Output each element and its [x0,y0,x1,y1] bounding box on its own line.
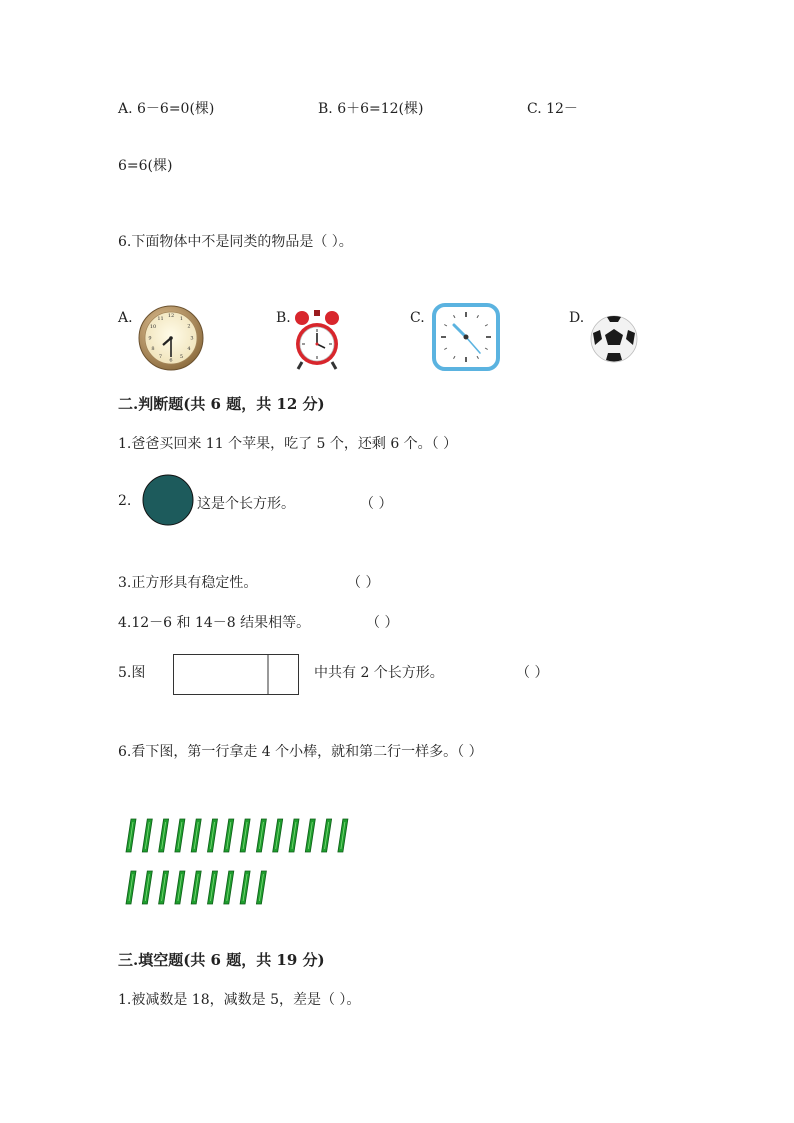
svg-text:3: 3 [190,335,194,342]
svg-text:2: 2 [187,323,191,330]
fill-question-1: 1.被减数是 18，减数是 5，差是（ ）。 [118,992,361,1008]
row-1-stick [273,819,283,852]
judge-question-3: 3.正方形具有稳定性。 [118,575,258,591]
wall-clock-icon [138,305,204,371]
svg-text:7: 7 [158,354,163,360]
row-1-stick [191,819,201,852]
judge-question-2-number: 2. [118,493,132,509]
svg-text:1: 1 [179,316,184,322]
svg-text:4: 4 [187,346,191,352]
row-1-stick [224,819,234,852]
row-1-stick [289,819,299,852]
row-2-stick [126,871,136,904]
rectangle-figure [173,654,300,696]
row-2-stick [208,871,218,904]
judge-question-2-text: 这是个长方形。 [197,496,295,512]
svg-text:9: 9 [148,335,152,342]
row-2-stick [224,871,234,904]
judge-question-4: 4.12－6 和 14－8 结果相等。 [118,615,311,631]
row-2-stick [240,871,250,904]
option-a-label: A. [118,310,133,326]
judge-question-5-answer: （ ） [516,665,549,681]
row-2-stick [191,871,201,904]
svg-text:12: 12 [167,313,175,319]
sticks-figure [118,815,368,910]
judge-question-4-answer: （ ） [366,615,399,631]
row-2-stick [175,871,185,904]
row-1-stick [142,819,152,852]
svg-text:6: 6 [169,357,173,364]
section-3-title: 三.填空题(共 6 题，共 19 分) [118,951,325,969]
alarm-clock-icon [294,308,340,370]
section-2-title: 二.判断题(共 6 题，共 12 分) [118,395,325,413]
svg-text:10: 10 [149,324,157,330]
option-d-label: D. [569,310,585,326]
row-1-stick [305,819,315,852]
svg-text:11: 11 [157,316,164,322]
judge-question-2-answer: （ ） [360,496,393,512]
judge-question-1: 1.爸爸买回来 11 个苹果，吃了 5 个，还剩 6 个。（ ） [118,436,458,452]
question-6: 6.下面物体中不是同类的物品是（ ）。 [118,234,353,250]
row-1-stick [240,819,250,852]
choice-c-continued: 6=6(棵) [118,158,173,174]
row-1-stick [338,819,348,852]
row-2-stick [142,871,152,904]
choice-a: A. 6－6=0(棵) [118,101,215,117]
row-1-stick [159,819,169,852]
row-2-stick [256,871,266,904]
row-2-stick [159,871,169,904]
row-1-stick [208,819,218,852]
option-b-label: B. [276,310,291,326]
judge-question-6: 6.看下图，第一行拿走 4 个小棒，就和第二行一样多。（ ） [118,744,483,760]
svg-text:8: 8 [151,346,155,352]
circle-figure [142,474,194,526]
row-1-stick [126,819,136,852]
option-c-label: C. [410,310,425,326]
choice-c: C. 12－ [527,101,578,117]
choice-b: B. 6＋6=12(棵) [318,101,424,117]
judge-question-3-answer: （ ） [347,575,380,591]
row-1-stick [322,819,332,852]
judge-question-5-number: 5.图 [118,665,146,681]
row-1-stick [256,819,266,852]
row-1-stick [175,819,185,852]
svg-text:5: 5 [179,354,184,360]
square-clock-icon [432,303,500,371]
judge-question-5-text: 中共有 2 个长方形。 [314,665,444,681]
soccer-ball-icon [590,315,638,363]
